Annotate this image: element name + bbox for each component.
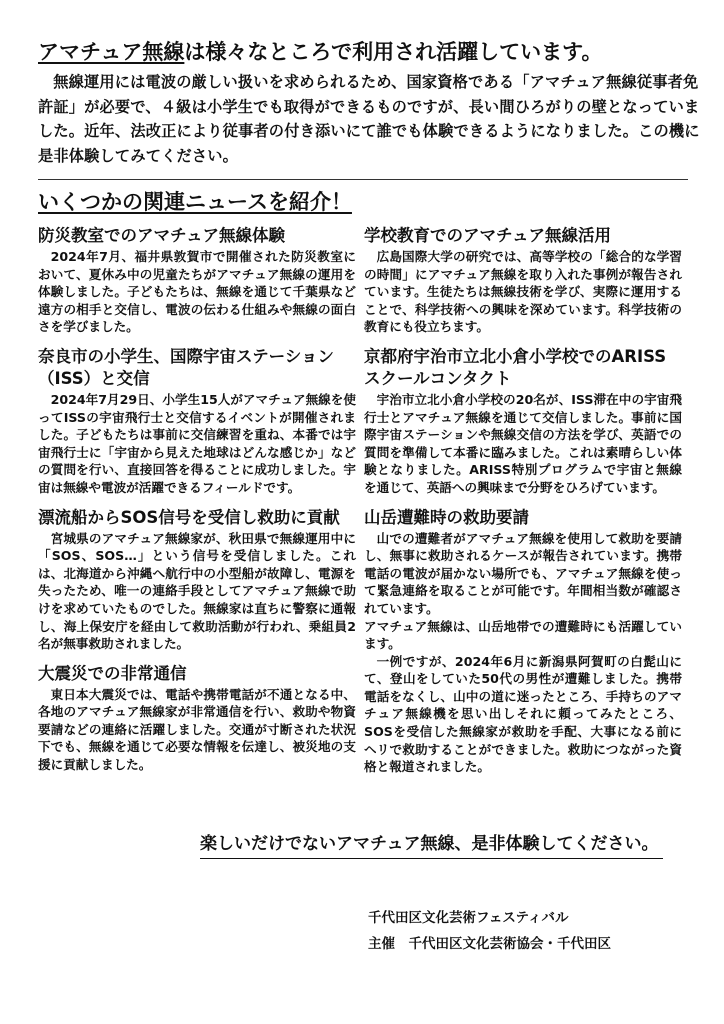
article-title: 奈良市の小学生、国際宇宙ステーション（ISS）と交信 [38, 346, 335, 388]
article-title: 防災教室でのアマチュア無線体験 [38, 226, 286, 245]
article-body: 広島国際大学の研究では、高等学校の「総合的な学習の時間」にアマチュア無線を取り入れた事例が報告されています。生徒たちは無線技術を学び、実際に運用することで、科学技術への興味を深めています。科学技術の教育にも役立ちます。 [364, 249, 682, 335]
intro-paragraph: 無線運用には電波の厳しい扱いを求められるため、国家資格である「アマチュア無線従事者免許証」が必要で、４級は小学生でも取得ができるものですが、長い間ひろがりの壁となっていました。近年、法改正により従事者の付き添いにて誰でも体験できるようになりました。この機に是非体験してみてください。 [38, 73, 700, 165]
news-article [38, 507, 356, 653]
news-article [364, 346, 682, 497]
headline-keyword: アマチュア無線 [38, 40, 185, 64]
article-body: 2024年7月29日、小学生15人がアマチュア無線を使ってISSの宇宙飛行士と交信するイベントが開催されました。子どもたちは事前に交信練習を重ね、本番では宇宙飛行士に「宇宙から見えた地球はどんな感じか」などの質問を行い、直接回答を得ることに成功しました。宇宙は無線や電波が活躍できるフィールドです。 [38, 391, 356, 495]
footer-event-name: 千代田区文化芸術フェスティバル [368, 910, 569, 926]
article-body: 山での遭難者がアマチュア無線を使用して救助を要請し、無事に救助されるケースが報告されています。携帯電話の電波が届かない場所でも、アマチュア無線を使って緊急連絡を取ることが可能です。年間相当数が確認されています。 [364, 530, 682, 616]
article-body: 2024年7月、福井県敦賀市で開催された防災教室において、夏休み中の児童たちがアマチュア無線の運用を体験しました。子どもたちは、無線を通じて千葉県など遠方の相手と交信し、電波の伝わる仕組みや無線の面白さを学びました。 [38, 249, 356, 335]
footer-organizer: 主催 千代田区文化芸術協会・千代田区 [368, 936, 611, 952]
article-title: 大震災での非常通信 [38, 663, 187, 683]
closing-message: 楽しいだけでないアマチュア無線、是非体験してください。 [200, 832, 663, 859]
news-article [364, 225, 682, 336]
article-body: アマチュア無線は、山岳地帯での遭難時にも活躍しています。 [364, 618, 682, 652]
news-article [38, 225, 356, 336]
page-headline [38, 38, 698, 66]
footer-credits [368, 905, 688, 957]
article-body: 一例ですが、2024年6月に新潟県阿賀町の白髭山にて、登山をしていた50代の男性が遭難しました。携帯電話をなくし、山中の道に迷ったところ、手持ちのアマチュア無線機を思い出しそれに頼ってみたところ、SOSを受信した無線家が救助を手配、大事になる前にヘリで救助することができました。救助につながった資格と報道されました。 [364, 653, 682, 775]
news-column-right [364, 225, 682, 786]
article-title: 学校教育でのアマチュア無線活用 [364, 226, 612, 245]
article-body: 宇治市立北小倉小学校の20名が、ISS滞在中の宇宙飛行士とアマチュア無線を通じて交信しました。事前に国際宇宙ステーションや無線交信の方法を学び、英語での質問を準備して本番に臨みました。これは素晴らしい体験となりました。ARISS特別プログラムで宇宙と無線を通じて、英語への興味まで分野をひろげています。 [364, 391, 682, 495]
article-title: 京都府宇治市立北小倉小学校でのARISSスクールコンタクト [364, 346, 667, 388]
news-section-heading: いくつかの関連ニュースを紹介！ [38, 190, 352, 214]
section-divider [38, 179, 688, 180]
article-title: 漂流船からSOS信号を受信し救助に貢献 [38, 507, 340, 527]
article-body: 東日本大震災では、電話や携帯電話が不通となる中、各地のアマチュア無線家が非常通信を行い、救助や物資要請などの連絡に活躍しました。交通が寸断された状況下でも、無線を通じて必要な情報を伝達し、被災地の支援に貢献しました。 [38, 686, 356, 773]
article-body: 宮城県のアマチュア無線家が、秋田県で無線運用中に「SOS、SOS…」という信号を受信しました。これは、北海道から沖縄へ航行中の小型船が故障し、電源を失ったため、唯一の連絡手段としてアマチュア無線で助けを求めていたものでした。無線家は直ちに警察に通報し、海上保安庁を経由して救助活動が行われ、乗組員2名が無事救助されました。 [38, 530, 356, 652]
news-article [38, 663, 356, 774]
news-article [364, 507, 682, 776]
news-column-left [38, 225, 356, 784]
article-title: 山岳遭難時の救助要請 [364, 507, 529, 527]
headline-rest: は様々なところで利用され活躍しています。 [184, 40, 603, 64]
news-article [38, 346, 356, 497]
